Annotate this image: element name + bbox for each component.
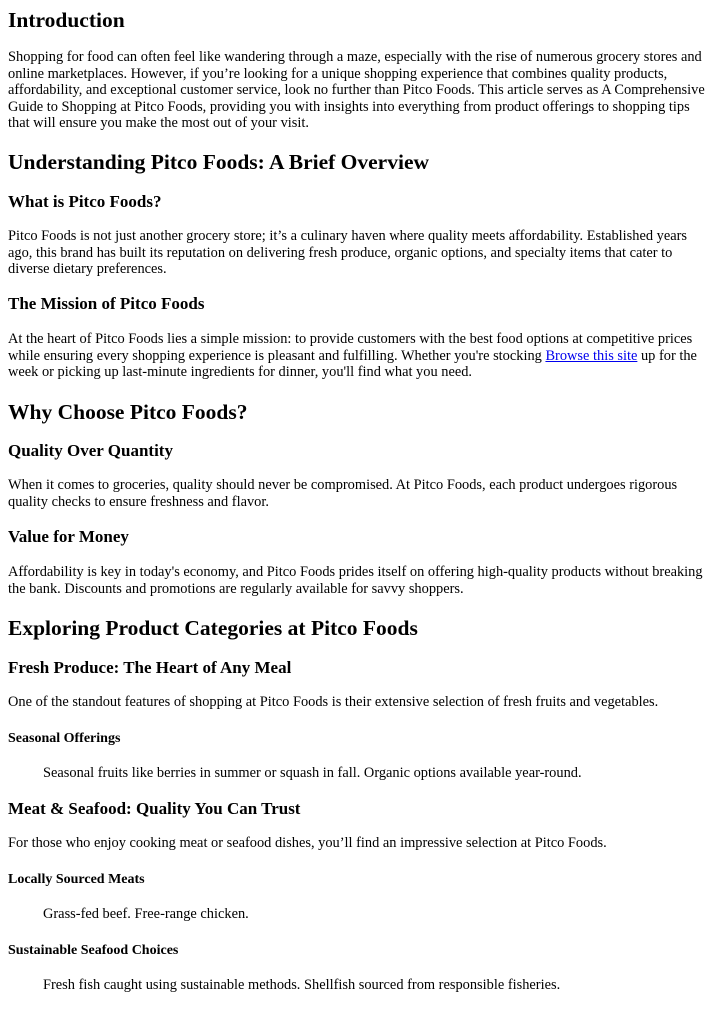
overview-heading: Understanding Pitco Foods: A Brief Overview — [8, 150, 430, 174]
local-meats-heading: Locally Sourced Meats — [8, 872, 145, 887]
seafood-quote: Fresh fish caught using sustainable methods. Shellfish sourced from responsible fisheries. — [43, 977, 561, 993]
mission-heading: The Mission of Pitco Foods — [8, 294, 205, 313]
quality-paragraph: When it comes to groceries, quality should never be compromised. At Pitco Foods, each product undergoes rigorous quality checks to ensure freshness and flavor. — [8, 477, 678, 510]
intro-paragraph: Shopping for food can often feel like wandering through a maze, especially with the rise of numerous grocery stores and online marketplaces. However, if you’re looking for a unique shopping experience that combines quality products, affordability, and exceptional customer service, look no further than Pitco Foods. This article serves as A Comprehensive Guide to Shopping at Pitco Foods, providing you with insights into everything from product offerings to shopping tips that will ensure you make the most out of your visit. — [8, 49, 705, 132]
intro-heading: Introduction — [8, 8, 125, 32]
mission-text-before: At the heart of Pitco Foods lies a simple mission: to provide customers with the best food options at competitive prices while ensuring every shopping experience is pleasant and fulfilling. Whether you're stocking — [8, 331, 693, 364]
quality-heading: Quality Over Quantity — [8, 441, 173, 460]
mission-text-after: up for the week or picking up last-minute ingredients for dinner, you'll find what you need. — [8, 347, 697, 381]
local-meats-quote: Grass-fed beef. Free-range chicken. — [43, 906, 249, 922]
seafood-heading: Sustainable Seafood Choices — [8, 943, 179, 958]
value-paragraph: Affordability is key in today's economy, and Pitco Foods prides itself on offering high-quality products without breaking the bank. Discounts and promotions are regularly available for savvy shoppers. — [8, 564, 703, 597]
mission-paragraph — [8, 331, 712, 381]
what-is-heading: What is Pitco Foods? — [8, 192, 162, 211]
produce-heading: Fresh Produce: The Heart of Any Meal — [8, 658, 292, 677]
produce-paragraph: One of the standout features of shopping at Pitco Foods is their extensive selection of fresh fruits and vegetables. — [8, 694, 659, 710]
categories-heading: Exploring Product Categories at Pitco Foods — [8, 616, 418, 640]
seasonal-heading: Seasonal Offerings — [8, 731, 121, 746]
value-heading: Value for Money — [8, 527, 129, 546]
meat-paragraph: For those who enjoy cooking meat or seafood dishes, you’ll find an impressive selection at Pitco Foods. — [8, 835, 607, 851]
seasonal-quote: Seasonal fruits like berries in summer or squash in fall. Organic options available year-round. — [43, 765, 582, 781]
meat-heading: Meat & Seafood: Quality You Can Trust — [8, 799, 301, 818]
browse-site-link[interactable]: Browse this site — [545, 347, 638, 364]
why-heading: Why Choose Pitco Foods? — [8, 400, 248, 424]
what-is-paragraph: Pitco Foods is not just another grocery store; it’s a culinary haven where quality meets affordability. Established years ago, this brand has built its reputation on delivering fresh produce, organic options, and specialty items that cater to diverse dietary preferences. — [8, 228, 687, 278]
